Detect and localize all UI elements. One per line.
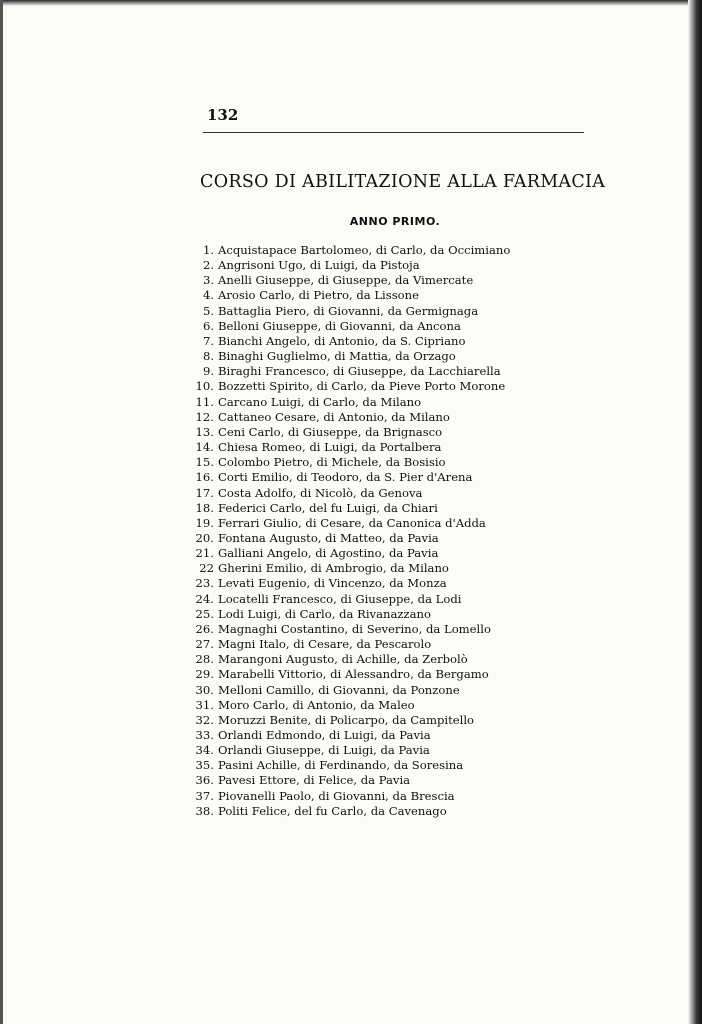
list-item-text: Angrisoni Ugo, di Luigi, da Pistoja xyxy=(218,258,420,273)
list-item xyxy=(190,304,510,319)
list-item xyxy=(190,410,510,425)
list-item xyxy=(190,319,510,334)
list-item-text: Bozzetti Spirito, di Carlo, da Pieve Porto Morone xyxy=(218,379,506,394)
list-item-number: 23. xyxy=(195,576,214,591)
page-title: CORSO DI ABILITAZIONE ALLA FARMACIA xyxy=(200,172,606,192)
list-item xyxy=(190,713,510,728)
list-item xyxy=(190,561,510,576)
list-item-text: Fontana Augusto, di Matteo, da Pavia xyxy=(218,530,439,545)
list-item-text: Carcano Luigi, di Carlo, da Milano xyxy=(218,394,422,409)
list-item-text: Orlandi Edmondo, di Luigi, da Pavia xyxy=(218,728,431,742)
list-item-text: Acquistapace Bartolomeo, di Carlo, da Occimiano xyxy=(218,243,511,257)
list-item xyxy=(190,789,510,804)
list-item-number: 9. xyxy=(202,364,214,379)
list-item-text: Chiesa Romeo, di Luigi, da Portalbera xyxy=(218,440,442,455)
list-item xyxy=(190,667,510,682)
list-item xyxy=(190,288,510,303)
list-item-text: Lodi Luigi, di Carlo, da Rivanazzano xyxy=(218,606,431,621)
list-item-number: 34. xyxy=(195,743,214,758)
list-item-number: 33. xyxy=(195,728,214,742)
list-item xyxy=(190,592,510,607)
list-item xyxy=(190,728,510,743)
list-item-text: Costa Adolfo, di Nicolò, da Genova xyxy=(218,485,423,500)
list-item-number: 28. xyxy=(195,652,214,667)
scan-left-edge xyxy=(0,0,3,1024)
list-item-number: 10. xyxy=(195,379,214,394)
list-item-number: 35. xyxy=(195,758,214,773)
scan-top-shadow xyxy=(0,0,702,6)
list-item-text: Marangoni Augusto, di Achille, da Zerbolò xyxy=(218,652,468,667)
list-item-text: Magnaghi Costantino, di Severino, da Lomello xyxy=(218,621,491,636)
list-item xyxy=(190,516,510,531)
list-item-number: 31. xyxy=(195,697,214,712)
list-item xyxy=(190,804,510,819)
list-item-text: Locatelli Francesco, di Giuseppe, da Lodi xyxy=(218,591,462,606)
list-item-number: 29. xyxy=(195,667,214,682)
list-item-number: 15. xyxy=(195,455,214,470)
list-item xyxy=(190,470,510,485)
section-subtitle: ANNO PRIMO. xyxy=(349,215,441,228)
list-item-text: Magni Italo, di Cesare, da Pescarolo xyxy=(218,637,432,652)
list-item-number: 1. xyxy=(202,243,214,257)
list-item-text: Melloni Camillo, di Giovanni, da Ponzone xyxy=(218,682,460,697)
student-list xyxy=(190,243,510,819)
list-item xyxy=(190,652,510,667)
list-item-number: 2. xyxy=(202,258,214,273)
list-item-text: Bianchi Angelo, di Antonio, da S. Cipriano xyxy=(218,333,466,348)
list-item xyxy=(190,258,510,273)
list-item xyxy=(190,637,510,652)
list-item xyxy=(190,683,510,698)
list-item-text: Ceni Carlo, di Giuseppe, da Brignasco xyxy=(218,424,443,439)
list-item-number: 13. xyxy=(195,424,214,439)
list-item xyxy=(190,773,510,788)
list-item xyxy=(190,273,510,288)
list-item-number: 14. xyxy=(195,440,214,455)
list-item-number: 11. xyxy=(195,394,214,409)
list-item-number: 7. xyxy=(202,333,214,348)
list-item-number: 16. xyxy=(195,470,214,485)
list-item-text: Belloni Giuseppe, di Giovanni, da Ancona xyxy=(218,318,461,333)
list-item-text: Levati Eugenio, di Vincenzo, da Monza xyxy=(218,576,447,591)
list-item xyxy=(190,622,510,637)
scan-right-edge xyxy=(688,0,702,1024)
list-item-text: Biraghi Francesco, di Giuseppe, da Lacchiarella xyxy=(218,364,501,379)
list-item-text: Colombo Pietro, di Michele, da Bosisio xyxy=(218,455,446,470)
list-item xyxy=(190,440,510,455)
list-item xyxy=(190,546,510,561)
list-item-text: Federici Carlo, del fu Luigi, da Chiari xyxy=(218,500,438,515)
list-item xyxy=(190,349,510,364)
list-item-text: Pasini Achille, di Ferdinando, da Soresina xyxy=(218,758,464,773)
list-item-text: Anelli Giuseppe, di Giuseppe, da Vimercate xyxy=(218,273,474,288)
list-item-number: 3. xyxy=(202,273,214,288)
list-item xyxy=(190,743,510,758)
list-item xyxy=(190,576,510,591)
list-item-text: Corti Emilio, di Teodoro, da S. Pier d'Arena xyxy=(218,470,473,485)
list-item xyxy=(190,607,510,622)
list-item-text: Ferrari Giulio, di Cesare, da Canonica d'Adda xyxy=(218,515,486,530)
list-item-text: Moruzzi Benite, di Policarpo, da Campitello xyxy=(218,712,475,727)
list-item-text: Piovanelli Paolo, di Giovanni, da Brescia xyxy=(218,788,455,803)
list-item-number: 18. xyxy=(195,500,214,515)
list-item-number: 21. xyxy=(195,546,214,561)
list-item-number: 4. xyxy=(202,288,214,303)
list-item xyxy=(190,334,510,349)
list-item-number: 36. xyxy=(195,773,214,788)
list-item xyxy=(190,486,510,501)
list-item-number: 24. xyxy=(195,591,214,606)
list-item xyxy=(190,531,510,546)
list-item-number: 22 xyxy=(199,561,214,576)
list-item-number: 37. xyxy=(195,788,214,803)
list-item-number: 25. xyxy=(195,606,214,621)
list-item xyxy=(190,455,510,470)
list-item xyxy=(190,243,510,258)
list-item-text: Marabelli Vittorio, di Alessandro, da Bergamo xyxy=(218,667,489,682)
list-item xyxy=(190,758,510,773)
list-item xyxy=(190,379,510,394)
list-item-number: 19. xyxy=(195,515,214,530)
list-item-number: 8. xyxy=(202,349,214,364)
list-item xyxy=(190,395,510,410)
list-item-number: 32. xyxy=(195,712,214,727)
list-item xyxy=(190,364,510,379)
list-item-number: 20. xyxy=(195,530,214,545)
list-item-text: Arosio Carlo, di Pietro, da Lissone xyxy=(218,288,419,303)
list-item xyxy=(190,501,510,516)
list-item-number: 30. xyxy=(195,682,214,697)
list-item-text: Battaglia Piero, di Giovanni, da Germignaga xyxy=(218,303,479,318)
list-item-number: 27. xyxy=(195,637,214,652)
list-item-text: Pavesi Ettore, di Felice, da Pavia xyxy=(218,773,411,788)
list-item-text: Gherini Emilio, di Ambrogio, da Milano xyxy=(218,561,449,576)
list-item xyxy=(190,698,510,713)
page-number: 132 xyxy=(207,106,239,124)
list-item-text: Galliani Angelo, di Agostino, da Pavia xyxy=(218,546,439,561)
list-item-number: 38. xyxy=(195,803,214,818)
list-item-text: Politi Felice, del fu Carlo, da Cavenago xyxy=(218,803,447,818)
list-item-number: 6. xyxy=(202,318,214,333)
list-item-text: Moro Carlo, di Antonio, da Maleo xyxy=(218,697,415,712)
list-item-text: Binaghi Guglielmo, di Mattia, da Orzago xyxy=(218,349,456,364)
header-rule xyxy=(203,132,584,133)
list-item-number: 26. xyxy=(195,621,214,636)
list-item-text: Orlandi Giuseppe, di Luigi, da Pavia xyxy=(218,743,430,758)
list-item xyxy=(190,425,510,440)
list-item-text: Cattaneo Cesare, di Antonio, da Milano xyxy=(218,409,450,424)
list-item-number: 17. xyxy=(195,485,214,500)
list-item-number: 12. xyxy=(195,409,214,424)
list-item-number: 5. xyxy=(202,303,214,318)
